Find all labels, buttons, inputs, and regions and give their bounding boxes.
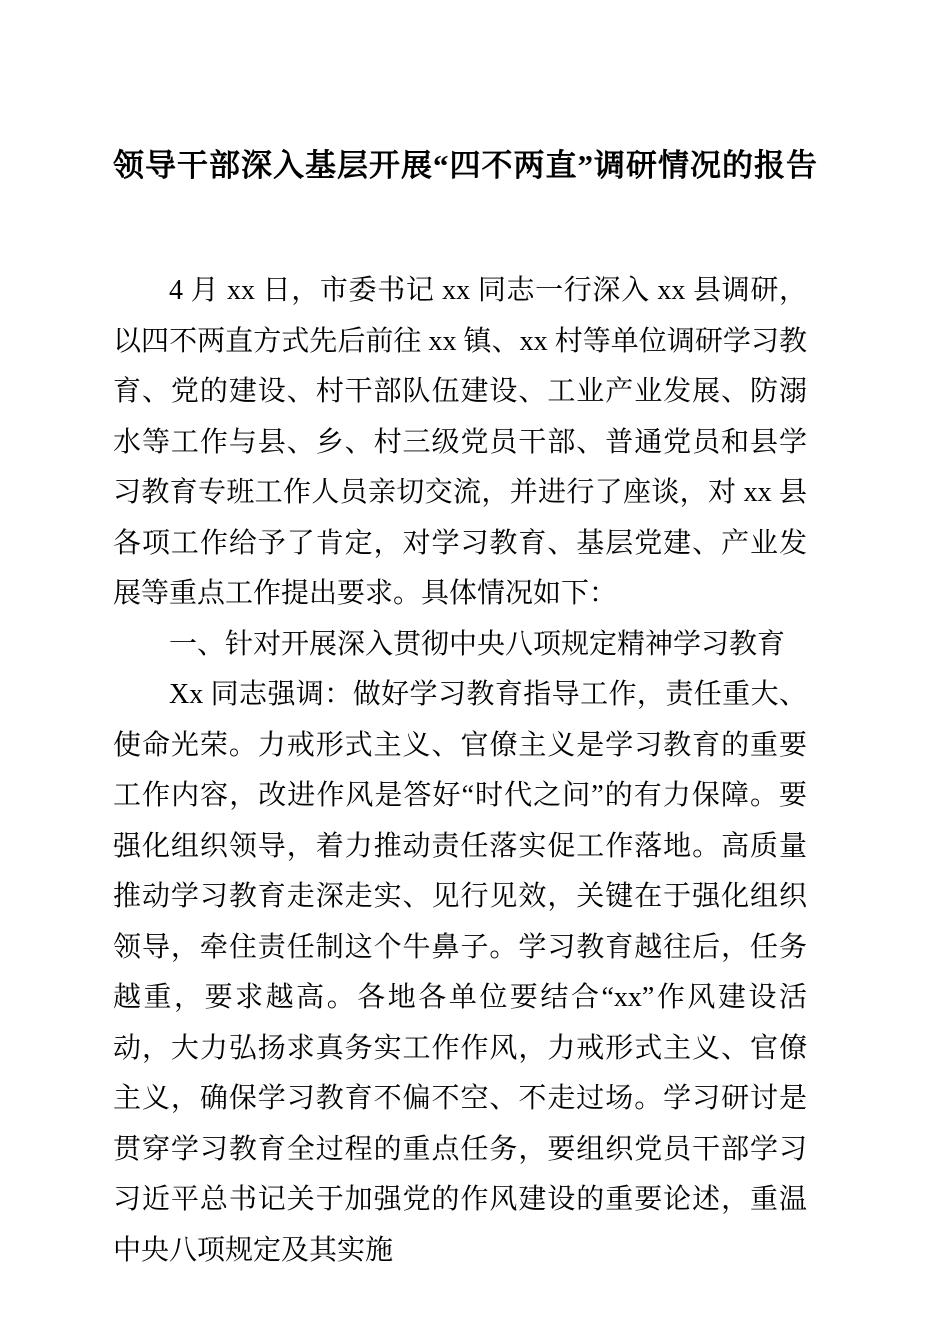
- paragraph-section-1-body: Xx 同志强调：做好学习教育指导工作，责任重大、使命光荣。力戒形式主义、官僚主义是学习教育的重要工作内容，改进作风是答好“时代之问”的有力保障。要强化组织领导，着力推动责任落实促工作落地。高质量推动学习教育走深走实、见行见效，关键在于强化组织领导，牵住责任制这个牛鼻子。学习教育越往后，任务越重，要求越高。各地各单位要结合“xx”作风建设活动，大力弘扬求真务实工作作风，力戒形式主义、官僚主义，确保学习教育不偏不空、不走过场。学习研讨是贯穿学习教育全过程的重点任务，要组织党员干部学习习近平总书记关于加强党的作风建设的重要论述，重温中央八项规定及其实施: [113, 679, 807, 1266]
- document-body: [113, 266, 807, 1276]
- paragraph-intro: 4 月 xx 日，市委书记 xx 同志一行深入 xx 县调研，以四不两直方式先后前往 xx 镇、xx 村等单位调研学习教育、党的建设、村干部队伍建设、工业产业发展、防溺水等工作与县、乡、村三级党员干部、普通党员和县学习教育专班工作人员亲切交流，并进行了座谈，对 xx 县各项工作给予了肯定，对学习教育、基层党建、产业发展等重点工作提出要求。具体情况如下：: [113, 275, 807, 609]
- section-heading-1: 一、针对开展深入贯彻中央八项规定精神学习教育: [169, 628, 786, 660]
- document-title: 领导干部深入基层开展“四不两直”调研情况的报告: [113, 148, 818, 183]
